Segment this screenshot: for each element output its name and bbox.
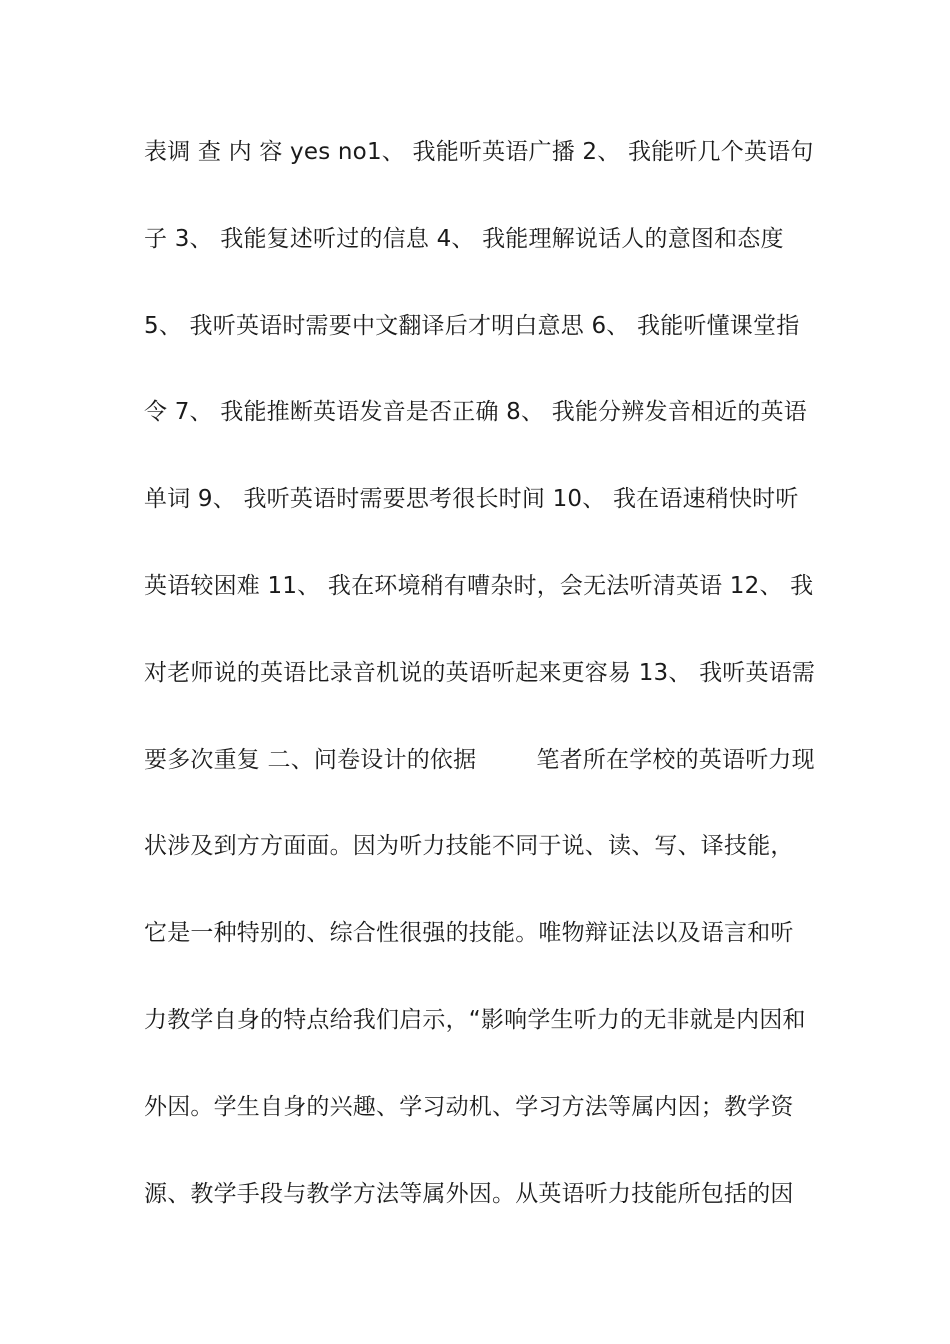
text-line: 源、教学手段与教学方法等属外因。从英语听力技能所包括的因 [144, 1180, 794, 1207]
text-line: 对老师说的英语比录音机说的英语听起来更容易 13、 我听英语需 [144, 659, 816, 686]
document-body-text [144, 128, 824, 1256]
text-line: 力教学自身的特点给我们启示，“影响学生听力的无非就是内因和 [144, 1006, 806, 1033]
text-line: 表调 查 内 容 yes no1、 我能听英语广播 2、 我能听几个英语句 [144, 139, 814, 165]
text-line: 外因。学生自身的兴趣、学习动机、学习方法等属内因；教学资 [144, 1093, 794, 1120]
text-line: 要多次重复 二、问卷设计的依据 笔者所在学校的英语听力现 [144, 746, 815, 773]
text-line: 状涉及到方方面面。因为听力技能不同于说、读、写、译技能， [144, 833, 794, 860]
text-line: 它是一种特别的、综合性很强的技能。唯物辩证法以及语言和听 [144, 920, 794, 947]
text-line: 5、 我听英语时需要中文翻译后才明白意思 6、 我能听懂课堂指 [144, 312, 800, 339]
text-line: 单词 9、 我听英语时需要思考很长时间 10、 我在语速稍快时听 [144, 486, 799, 513]
text-line: 子 3、 我能复述听过的信息 4、 我能理解说话人的意图和态度 [144, 225, 784, 252]
text-line: 令 7、 我能推断英语发音是否正确 8、 我能分辨发音相近的英语 [144, 399, 807, 426]
text-line: 英语较困难 11、 我在环境稍有嘈杂时，会无法听清英语 12、 我 [144, 572, 814, 599]
